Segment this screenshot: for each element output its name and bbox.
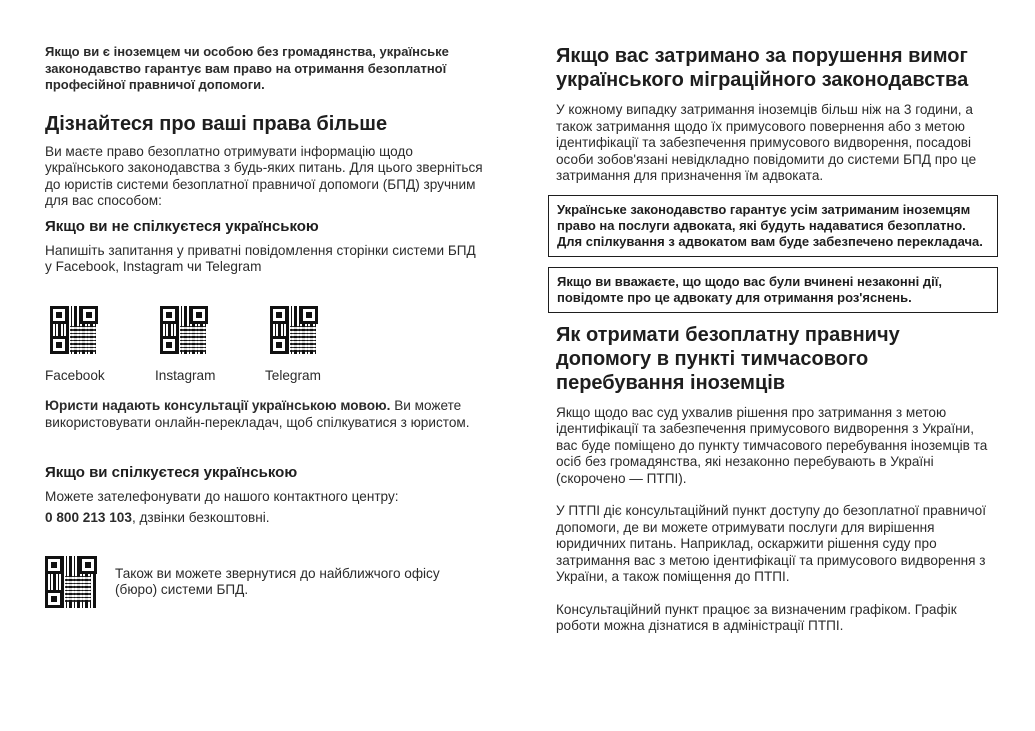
qr-instagram[interactable]: [155, 306, 215, 385]
contact-center-text: Можете зателефонувати до нашого контактного центру:: [45, 489, 399, 504]
illegal-actions-box: [548, 267, 998, 313]
no-ukrainian-text: Напишіть запитання у приватні повідомлення сторінки системи БПД у Facebook, Instagram чи Telegram: [45, 242, 476, 274]
lawyer-guarantee-box: [548, 195, 998, 257]
ukrainian-heading: Якщо ви спілкуєтеся українською: [45, 464, 298, 481]
telegram-qr-icon: [270, 306, 318, 354]
office-text: Також ви можете звернутися до найближчого офісу (бюро) системи БПД.: [115, 565, 440, 597]
qr-label: Facebook: [45, 367, 105, 383]
instagram-qr-icon: [160, 306, 208, 354]
qr-telegram[interactable]: [265, 306, 325, 385]
rights-text: Ви маєте право безоплатно отримувати інформацію щодо українського законодавства з будь-яких питань. Для цього зверніться до юристів системи безоплатної правничої допомоги (БПД) зручним для вас способом:: [45, 143, 483, 208]
office-qr-icon[interactable]: [45, 556, 97, 608]
detained-text: У кожному випадку затримання іноземців більш ніж на 3 години, а також затримання щодо їх примусового повернення або з метою ідентифікації та забезпечення примусового видворення, посадові особи зобов'язані невідкладно повідомити до системи БПД про це затримання для призначення їм адвоката.: [556, 102, 977, 183]
ptpi-paragraph-3: Консультаційний пункт працює за визначеним графіком. Графік роботи можна дізнатися в адміністрації ПТПІ.: [556, 601, 957, 633]
ptpi-paragraph-1: Якщо щодо вас суд ухвалив рішення про затримання з метою ідентифікації та забезпечення примусового видворення з України, вас буде поміщено до пункту тимчасового перебування іноземців та осіб без громадянства, які незаконно перебувають в Україні (скорочено — ПТПІ).: [556, 404, 988, 486]
illegal-actions-text: Якщо ви вважаєте, що щодо вас були вчинені незаконні дії, повідомте про це адвокату для отримання роз'яснень.: [557, 273, 942, 305]
consult-rest: Ви можете використовувати онлайн-перекладач, щоб спілкуватися з юристом.: [45, 398, 470, 430]
facebook-qr-icon: [50, 306, 98, 354]
consult-bold: Юристи надають консультації українською мовою.: [45, 398, 391, 413]
phone-line: [45, 510, 485, 527]
phone-number[interactable]: 0 800 213 103: [45, 509, 132, 525]
left-column: [45, 44, 485, 608]
consult-text: [45, 398, 485, 431]
no-ukrainian-heading: Якщо ви не спілкуєтеся українською: [45, 217, 319, 235]
lawyer-guarantee-text: Українське законодавство гарантує усім затриманим іноземцям право на послуги адвоката, які будуть надаватися безоплатно. Для спілкування з адвокатом вам буде забезпечено перекладача.: [557, 201, 983, 249]
qr-label: Telegram: [265, 367, 321, 383]
office-block: [45, 556, 485, 608]
right-column: [548, 44, 998, 635]
ptpi-heading: Як отримати безоплатну правничу допомогу в пункті тимчасового перебування іноземців: [556, 323, 900, 394]
qr-label: Instagram: [155, 367, 216, 383]
intro-text: Якщо ви є іноземцем чи особою без громадянства, українське законодавство гарантує вам право на отримання безоплатної професійної правничої допомоги.: [45, 44, 449, 92]
qr-code-row: [45, 306, 485, 385]
qr-facebook[interactable]: [45, 306, 105, 385]
phone-note: , дзвінки безкоштовні.: [131, 509, 270, 525]
detained-heading: Якщо вас затримано за порушення вимог українського міграційного законодавства: [556, 45, 969, 91]
rights-heading: Дізнайтеся про ваші права більше: [45, 112, 388, 135]
ptpi-paragraph-2: У ПТПІ діє консультаційний пункт доступу до безоплатної правничої допомоги, де ви можете отримувати послуги для вирішення юридичних питань. Наприклад, оскаржити рішення суду про затримання вас з метою ідентифікації та примусового видворення з України, а також поміщення до ПТПІ.: [556, 503, 986, 584]
